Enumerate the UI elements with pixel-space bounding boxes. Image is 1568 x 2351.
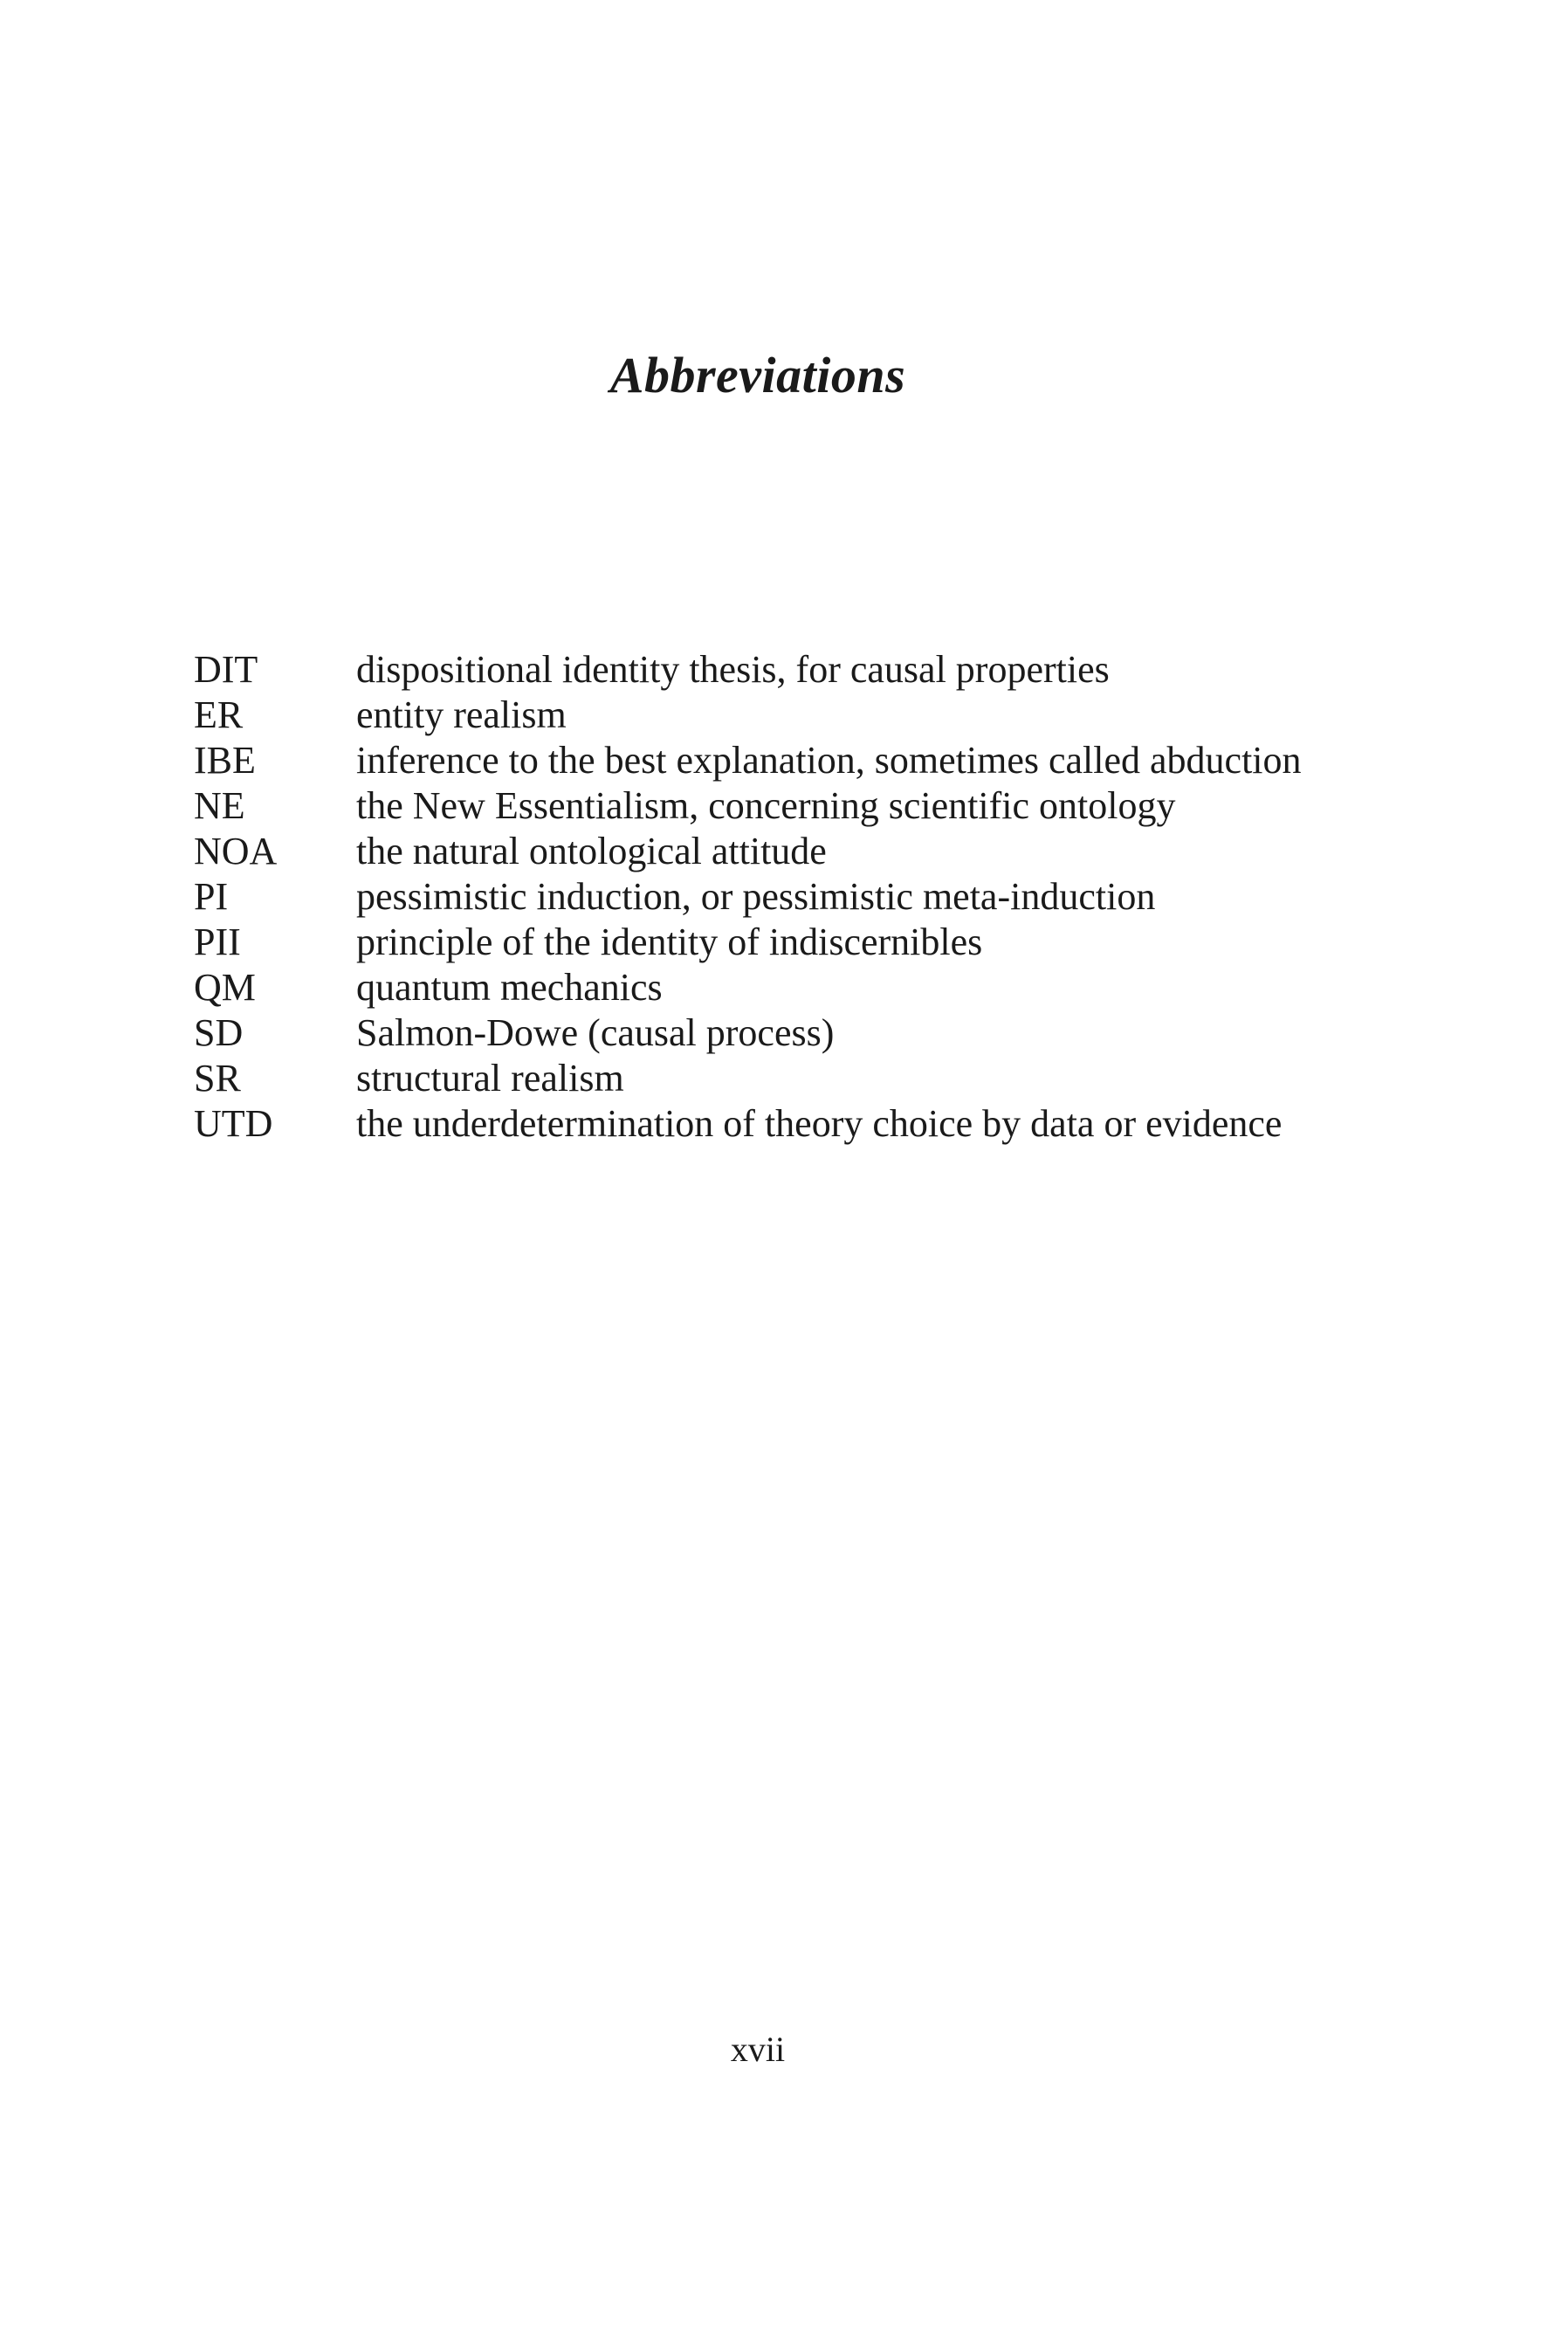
abbreviation-row-dit bbox=[194, 647, 1302, 693]
abbreviation-definition: dispositional identity thesis, for causal properties bbox=[356, 648, 1110, 691]
abbreviation-row-noa bbox=[194, 829, 1302, 874]
abbreviation-definition: Salmon-Dowe (causal process) bbox=[356, 1011, 835, 1054]
abbreviation-term: UTD bbox=[194, 1102, 273, 1145]
abbreviation-definition: the New Essentialism, concerning scientific ontology bbox=[356, 784, 1176, 827]
abbreviation-list bbox=[194, 647, 1302, 1147]
abbreviation-definition: the natural ontological attitude bbox=[356, 830, 827, 872]
abbreviation-row-pi bbox=[194, 874, 1302, 920]
abbreviation-row-qm bbox=[194, 965, 1302, 1010]
abbreviation-term: IBE bbox=[194, 739, 256, 782]
abbreviation-term: DIT bbox=[194, 648, 258, 691]
abbreviation-row-utd bbox=[194, 1101, 1302, 1147]
abbreviation-term: NOA bbox=[194, 830, 278, 872]
abbreviation-definition: structural realism bbox=[356, 1057, 624, 1100]
abbreviation-term: PI bbox=[194, 875, 229, 918]
abbreviation-definition: entity realism bbox=[356, 693, 567, 736]
abbreviation-definition: quantum mechanics bbox=[356, 966, 663, 1009]
abbreviation-row-ne bbox=[194, 783, 1302, 829]
abbreviation-definition: principle of the identity of indiscernibles bbox=[356, 920, 983, 963]
abbreviation-term: SR bbox=[194, 1057, 241, 1100]
abbreviation-term: ER bbox=[194, 693, 244, 736]
abbreviation-term: SD bbox=[194, 1011, 244, 1054]
abbreviation-definition: pessimistic induction, or pessimistic meta-induction bbox=[356, 875, 1156, 918]
page-title: Abbreviations bbox=[609, 346, 906, 403]
abbreviation-row-sr bbox=[194, 1056, 1302, 1101]
page-number: xvii bbox=[730, 2030, 786, 2069]
abbreviation-definition: the underdetermination of theory choice by data or evidence bbox=[356, 1102, 1283, 1145]
abbreviation-term: QM bbox=[194, 966, 256, 1009]
abbreviation-row-pii bbox=[194, 920, 1302, 965]
abbreviation-term: NE bbox=[194, 784, 245, 827]
abbreviation-term: PII bbox=[194, 920, 241, 963]
abbreviation-row-er bbox=[194, 693, 1302, 738]
abbreviation-row-sd bbox=[194, 1010, 1302, 1056]
abbreviation-definition: inference to the best explanation, sometimes called abduction bbox=[356, 739, 1302, 782]
abbreviation-row-ibe bbox=[194, 738, 1302, 783]
